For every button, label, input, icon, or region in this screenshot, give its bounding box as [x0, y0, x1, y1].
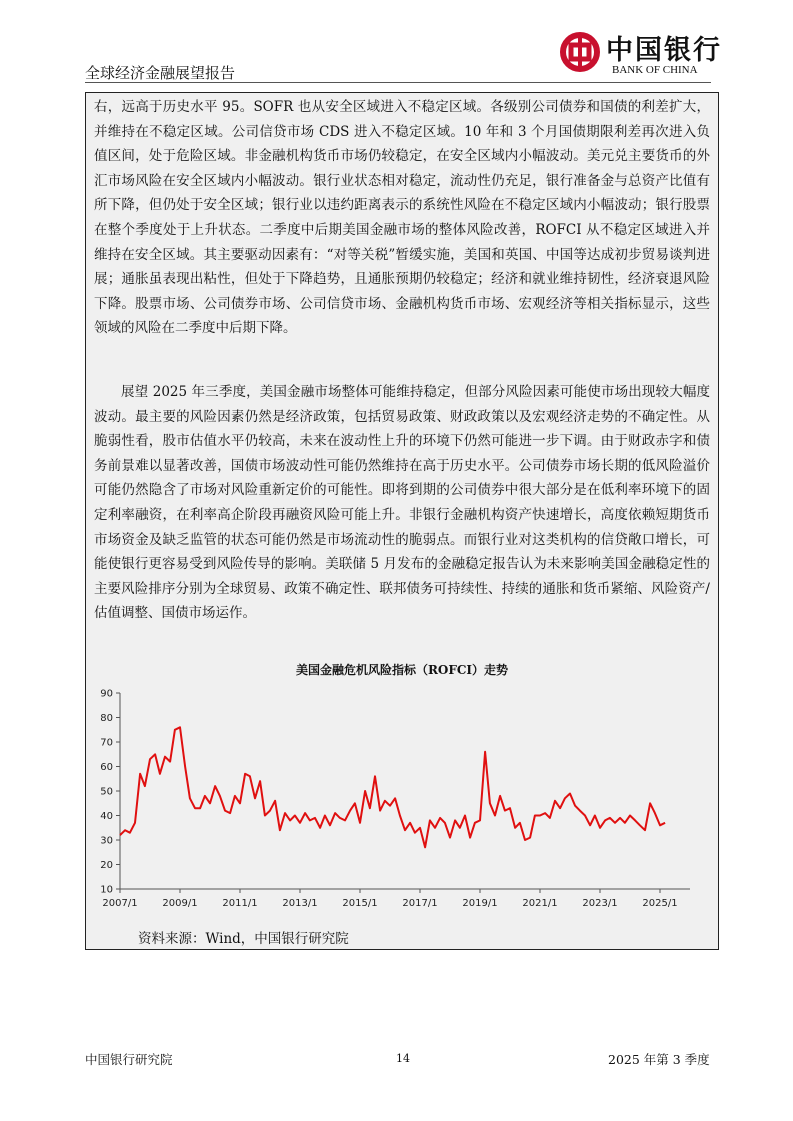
body-paragraph-1: 右，远高于历史水平 95。SOFR 也从安全区域进入不稳定区域。各级别公司债券和国债的利差扩大，并维持在不稳定区域。公司信贷市场 CDS 进入不稳定区域。10 年和 3 个月国债期限利差再次进入负值区间，处于危险区域。非金融机构货币市场仍较稳定，在安全区域内小幅波动。美元兑主要货币的外汇市场风险在安全区域内小幅波动。银行业状态相对稳定，流动性仍充足，银行准备金与总资产比值有所下降，但仍处于安全区域；银行业以违约距离表示的系统性风险在不稳定区域内小幅波动；银行股票在整个季度处于上升状态。二季度中后期美国金融市场的整体风险改善，ROFCI 从不稳定区域进入并维持在安全区域。其主要驱动因素有：“对等关税”暂缓实施，美国和英国、中国等达成初步贸易谈判进展；通胀虽表现出粘性，但处于下降趋势，且通胀预期仍较稳定；经济和就业维持韧性，经济衰退风险下降。股票市场、公司债券市场、公司信贷市场、金融机构货币市场、宏观经济等相关指标显示，这些领域的风险在二季度中后期下降。: [94, 99, 710, 337]
x-tick-label: 2025/1: [642, 898, 678, 909]
x-tick-label: 2017/1: [402, 898, 438, 909]
header-title: 全球经济金融展望报告: [85, 64, 236, 82]
footer-period: 2025 年第 3 季度: [608, 1052, 710, 1067]
x-tick-label: 2021/1: [522, 898, 558, 909]
y-tick-label: 20: [100, 860, 113, 871]
bank-logo: [560, 26, 722, 82]
footer-page-number: 14: [396, 1052, 410, 1065]
rofci-line-chart: [92, 685, 712, 925]
chart-source: 资料来源：Wind，中国银行研究院: [138, 931, 349, 947]
chart-title: 美国金融危机风险指标（ROFCI）走势: [295, 663, 509, 677]
y-tick-label: 90: [100, 688, 113, 700]
x-tick-label: 2011/1: [222, 898, 258, 909]
y-tick-label: 70: [100, 737, 113, 749]
header-rule: [85, 82, 711, 83]
x-tick-label: 2007/1: [102, 898, 138, 909]
x-tick-label: 2023/1: [582, 898, 618, 909]
body-paragraph-2: 展望 2025 年三季度，美国金融市场整体可能维持稳定，但部分风险因素可能使市场出现较大幅度波动。最主要的风险因素仍然是经济政策，包括贸易政策、财政政策以及宏观经济走势的不确定性。从脆弱性看，股市估值水平仍较高，未来在波动性上升的环境下仍然可能进一步下调。由于财政赤字和债务前景难以显著改善，国债市场波动性可能仍然维持在高于历史水平。公司债券市场长期的低风险溢价可能仍然隐含了市场对风险重新定价的可能性。即将到期的公司债券中很大部分是在低利率环境下的固定利率融资，在利率高企阶段再融资风险可能上升。非银行金融机构资产快速增长，高度依赖短期货币市场资金及缺乏监管的状态可能仍然是市场流动性的脆弱点。而银行业对这类机构的信贷敞口增长，可能使银行更容易受到风险传导的影响。美联储 5 月发布的金融稳定报告认为未来影响美国金融稳定性的主要风险排序分别为全球贸易、政策不确定性、联邦债务可持续性、持续的通胀和货币紧缩、风险资产/估值调整、国债市场运作。: [94, 384, 710, 622]
y-tick-label: 60: [100, 762, 113, 773]
x-tick-label: 2009/1: [162, 898, 198, 909]
y-tick-label: 50: [100, 786, 113, 798]
logo-chinese-name: 中国银行: [606, 35, 722, 66]
y-tick-label: 80: [100, 713, 113, 724]
logo-english-name: BANK OF CHINA: [612, 64, 698, 76]
x-tick-label: 2013/1: [282, 898, 318, 909]
bank-of-china-emblem-icon: [560, 32, 600, 72]
y-tick-label: 30: [100, 835, 113, 847]
series-line-rofci: [120, 727, 665, 847]
x-tick-label: 2019/1: [462, 898, 498, 909]
content-box: [85, 92, 719, 950]
y-tick-label: 10: [100, 884, 113, 896]
x-tick-label: 2015/1: [342, 898, 378, 909]
y-tick-label: 40: [100, 811, 113, 822]
footer-org: 中国银行研究院: [85, 1052, 173, 1067]
